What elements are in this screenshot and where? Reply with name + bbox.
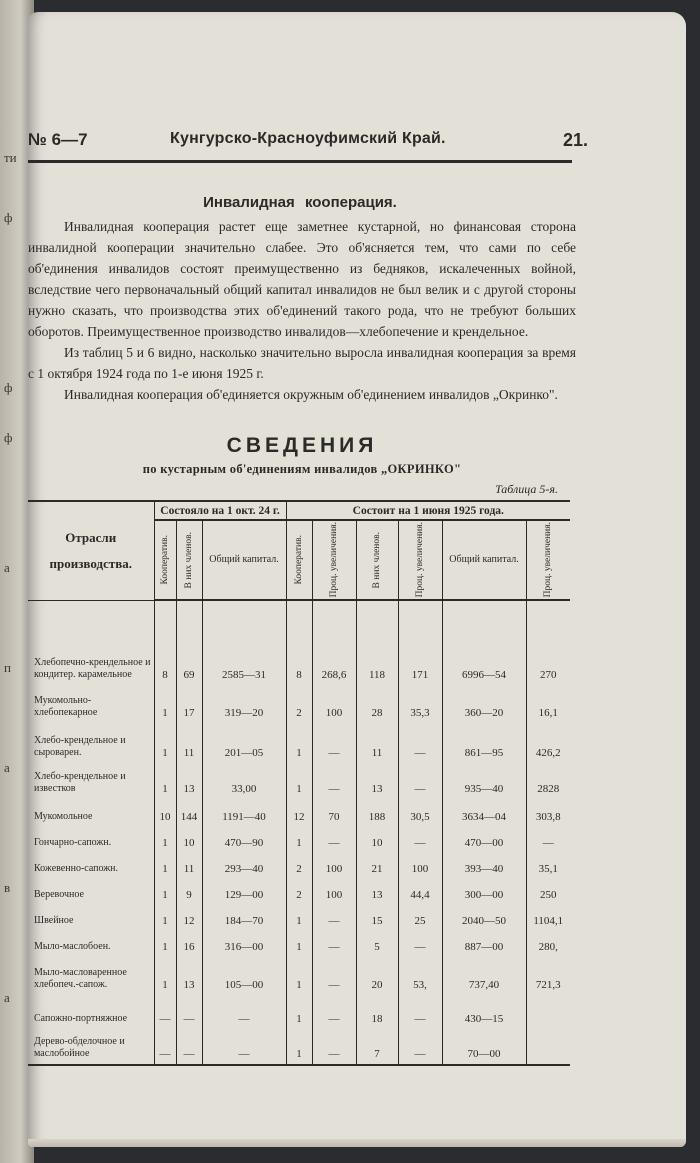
table-cell: 1 [286,995,312,1029]
table-cell: — [398,995,442,1029]
journal-page [28,12,686,1147]
table-row [28,931,570,957]
table-cell: 1 [154,685,176,723]
col-header: В них членов. [356,520,398,600]
article-heading: Инвалидная кооперация. [203,194,397,211]
table-cell: 2585—31 [202,635,286,685]
col-header: Проц. увеличения. [312,520,356,600]
prev-page-fragment: а [4,760,10,775]
table-cell: 270 [526,635,570,685]
table-row [28,905,570,931]
table-cell: 721,3 [526,957,570,995]
prev-page-fragment: ф [4,380,13,395]
row-label: Веревочное [34,889,84,900]
table-cell: 8 [286,635,312,685]
table-row [28,763,570,799]
table-cell: 1191—40 [202,799,286,827]
table-row [28,879,570,905]
col-header: Кооператив. [286,520,312,600]
table-cell: 8 [154,635,176,685]
table-cell: 13 [176,763,202,799]
table-cell: 16,1 [526,685,570,723]
table-row [28,853,570,879]
table-cell: 35,3 [398,685,442,723]
table-cell: 129—00 [202,879,286,905]
table-cell: 10 [176,827,202,853]
table-cell: 33,00 [202,763,286,799]
prev-page-fragment: ф [4,430,13,445]
table-cell: 184—70 [202,905,286,931]
table-cell: 280, [526,931,570,957]
issue-number: № 6—7 [28,130,88,149]
table-cell: 887—00 [442,931,526,957]
table-cell: 470—00 [442,827,526,853]
table-cell: 53, [398,957,442,995]
paragraph: Из таблиц 5 и 6 видно, насколько значительно выросла инвалидная кооперация за время с 1 октября 1924 года по 1-е июня 1925 г. [28,345,576,381]
table-cell [526,1029,570,1065]
table-row [28,1029,570,1065]
table-cell: — [154,1029,176,1065]
table-title: СВЕДЕНИЯ [226,434,378,457]
table-cell: 10 [356,827,398,853]
table-cell: 10 [154,799,176,827]
paragraph: Инвалидная кооперация растет еще заметнее кустарной, но финансовая сторона инвалидной кооперации значительно слабее. Это об'ясняется тем, что сами по себе об'единения инвалидов состоят преимущественно из бедняков, искалеченных войной, вследствие чего первоначальный общий капитал инвалидов не был велик и с другой стороны нужно сказать, что производства этих об'единений такого рода, что не требуют больших оборотов. Преимущественное производство инвалидов—хлебопечение и крендельное. [28,219,576,339]
table-cell: 1 [154,827,176,853]
col-header: Проц. увеличения. [526,520,570,600]
table-cell: 20 [356,957,398,995]
table-cell: 35,1 [526,853,570,879]
prev-page-fragment: а [4,990,10,1005]
row-label: Мукомольное [34,811,93,822]
row-label: Хлебопечно-крендельное и кондитер. карамельное [34,657,151,680]
table-cell: — [312,957,356,995]
table-cell: — [312,763,356,799]
table-cell: 70—00 [442,1029,526,1065]
table-row [28,685,570,723]
table-cell: 1 [286,763,312,799]
col-header: Общий капитал. [202,520,286,600]
table-row [28,799,570,827]
table-cell: 360—20 [442,685,526,723]
table-cell: 18 [356,995,398,1029]
table-cell: 426,2 [526,723,570,763]
table-cell: 3634—04 [442,799,526,827]
table-cell: 1 [154,905,176,931]
table-cell: — [526,827,570,853]
table-cell: 2 [286,879,312,905]
table-cell: — [312,931,356,957]
table-cell: 1 [286,1029,312,1065]
paragraph: Инвалидная кооперация об'единяется окружным об'единением инвалидов „Окринко". [64,387,558,402]
page-number: 21. [562,130,588,150]
table-cell: 11 [176,853,202,879]
table-cell: 2828 [526,763,570,799]
row-label: Сапожно-портняжное [34,1013,128,1024]
table-cell: — [398,827,442,853]
table-cell: — [176,995,202,1029]
table-cell: 100 [312,685,356,723]
table-cell: 25 [398,905,442,931]
table-cell: 1 [286,957,312,995]
table-cell: 118 [356,635,398,685]
header-rule [28,160,572,163]
table-cell: 250 [526,879,570,905]
table-cell: 44,4 [398,879,442,905]
row-label: Гончарно-сапожн. [34,837,112,848]
table-cell: 1104,1 [526,905,570,931]
table-cell: 5 [356,931,398,957]
table-cell: — [398,763,442,799]
prev-page-fragment: а [4,560,10,575]
table-cell: 293—40 [202,853,286,879]
table-cell: 316—00 [202,931,286,957]
table-cell: 171 [398,635,442,685]
prev-page-fragment: ф [4,210,13,225]
col-header: Кооператив. [154,520,176,600]
table-cell: — [202,995,286,1029]
col-header: Проц. увеличения. [398,520,442,600]
table-cell: 11 [176,723,202,763]
prev-page-fragment: п [4,660,11,675]
col-header: Общий капитал. [442,520,526,600]
table-cell: 737,40 [442,957,526,995]
table-cell: 7 [356,1029,398,1065]
table-cell: — [312,1029,356,1065]
table-cell: 100 [312,879,356,905]
table-cell: 100 [312,853,356,879]
table-cell: 144 [176,799,202,827]
table-cell: 1 [286,827,312,853]
table-cell: — [176,1029,202,1065]
table-cell: 9 [176,879,202,905]
table-row [28,995,570,1029]
table-cell: 300—00 [442,879,526,905]
table-cell: 70 [312,799,356,827]
table-cell: 393—40 [442,853,526,879]
table-cell: 30,5 [398,799,442,827]
table-cell: 105—00 [202,957,286,995]
table-cell: 11 [356,723,398,763]
table-cell: 15 [356,905,398,931]
table-cell: — [202,1029,286,1065]
table-cell: — [312,723,356,763]
table-cell: 2040—50 [442,905,526,931]
table-row [28,723,570,763]
prev-page-fragment: в [4,880,11,895]
table-cell: 13 [356,879,398,905]
col-header-branch: Отрасли производства. [28,501,154,600]
table-body [28,600,570,1065]
row-label: Дерево-обделочное и маслобойное [28,1029,154,1065]
table-cell: 1 [286,905,312,931]
table-cell: 21 [356,853,398,879]
group-header-jun: Состоит на 1 июня 1925 года. [286,501,570,520]
row-label: Мыло-масловаренное хлебопеч.-сапож. [34,967,127,990]
table-cell: 2 [286,685,312,723]
table-cell: 16 [176,931,202,957]
table-cell: 1 [154,879,176,905]
row-label: Швейное [34,915,74,926]
table-cell: 303,8 [526,799,570,827]
magazine-title: Кунгурско-Красноуфимский Край. [170,130,446,147]
table-cell: 13 [176,957,202,995]
table-cell: 1 [286,931,312,957]
row-label: Кожевенно-сапожн. [34,863,119,874]
cooperatives-table [28,500,570,1066]
table-number: Таблица 5-я. [495,482,558,496]
row-label: Мукомольно-хлебопекарное [34,695,98,718]
table-cell: 6996—54 [442,635,526,685]
table-cell: 1 [286,723,312,763]
table-cell: 470—90 [202,827,286,853]
table-cell: — [312,827,356,853]
table-cell: — [398,723,442,763]
table-cell: 1 [154,931,176,957]
table-cell: 1 [154,763,176,799]
col-header: В них членов. [176,520,202,600]
table-cell: 69 [176,635,202,685]
row-label: Хлебо-крендельное и известков [34,771,126,794]
table-cell: 17 [176,685,202,723]
table-cell: 201—05 [202,723,286,763]
row-label: Хлебо-крендельное и сыроварен. [34,735,126,758]
table-row [28,827,570,853]
table-cell: — [398,1029,442,1065]
table-cell: 1 [154,723,176,763]
table-row [28,957,570,995]
group-header-oct: Состояло на 1 окт. 24 г. [154,501,286,520]
table-cell [526,995,570,1029]
table-cell: — [398,931,442,957]
table-cell: 188 [356,799,398,827]
table-cell: — [312,905,356,931]
table-cell: 12 [176,905,202,931]
table-subtitle: по кустарным об'единениям инвалидов „ОКРИНКО" [142,462,462,476]
table-row [28,635,570,685]
prev-page-fragment: ти [4,150,17,165]
table-cell: 430—15 [442,995,526,1029]
table-cell: 13 [356,763,398,799]
running-header [28,130,588,156]
table-cell: 100 [398,853,442,879]
table-cell: 319—20 [202,685,286,723]
table-cell: 268,6 [312,635,356,685]
table-cell: — [154,995,176,1029]
article-body [28,216,576,405]
table-cell: 28 [356,685,398,723]
table-cell: 12 [286,799,312,827]
table-cell: — [312,995,356,1029]
table-cell: 2 [286,853,312,879]
table-cell: 1 [154,853,176,879]
table-cell: 935—40 [442,763,526,799]
table-cell: 861—95 [442,723,526,763]
table-cell: 1 [154,957,176,995]
row-label: Мыло-маслобоен. [34,941,111,952]
